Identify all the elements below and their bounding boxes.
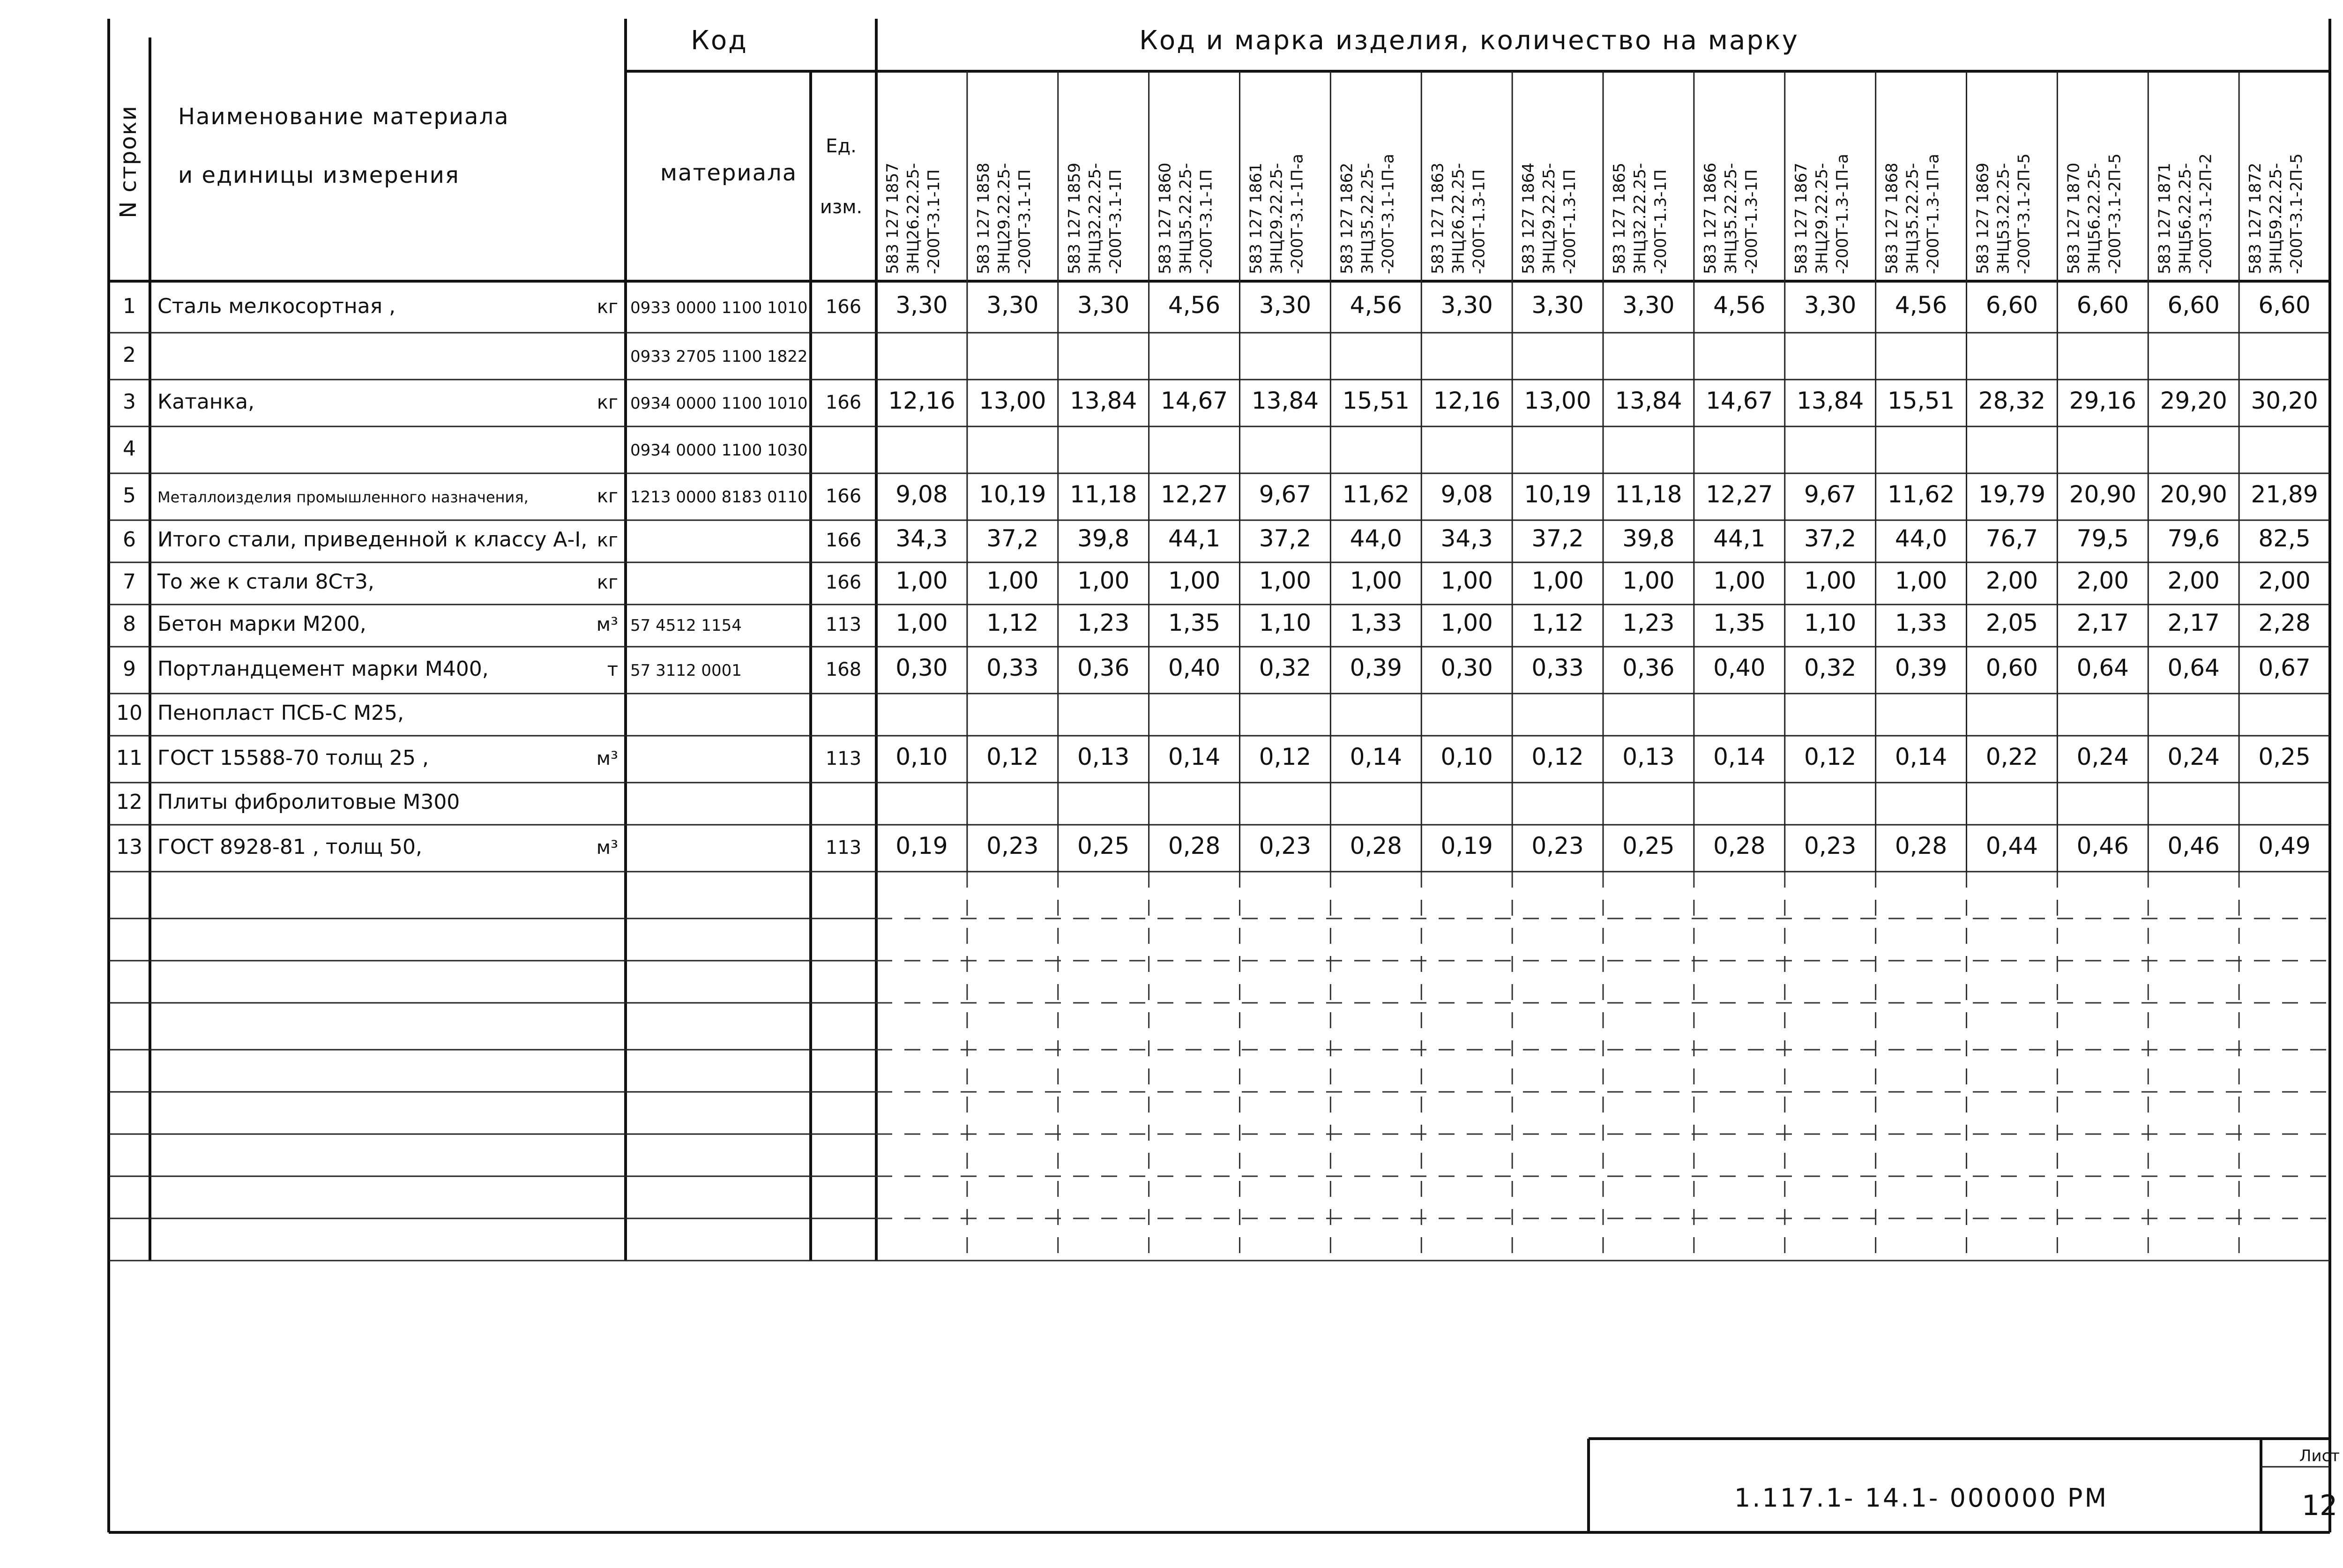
- quantity-cell: 1,10: [1804, 609, 1857, 636]
- quantity-cell: 0,30: [1440, 654, 1493, 681]
- products-title: Код и марка изделия, количество на марку: [1139, 25, 1799, 56]
- quantity-cell: 1,00: [1440, 567, 1493, 594]
- product-mark-line2: -200Т-1.3-1П-а: [1833, 154, 1852, 274]
- quantity-cell: 3,30: [986, 291, 1039, 319]
- product-code: 583 127 1866: [1701, 163, 1720, 274]
- quantity-cell: 4,56: [1350, 291, 1402, 319]
- quantity-cell: 2,00: [2167, 567, 2220, 594]
- quantity-cell: 3,30: [1531, 291, 1584, 319]
- product-mark-line1: 3НЦ35.22.25-: [1358, 163, 1377, 274]
- material-code: 57 3112 0001: [630, 661, 742, 680]
- quantity-cell: 3,30: [1440, 291, 1493, 319]
- quantity-cell: 9,67: [1259, 481, 1312, 508]
- material-code: 0933 0000 1100 1010: [630, 299, 808, 318]
- quantity-cell: 2,17: [2076, 609, 2129, 636]
- material-code-label: материала: [660, 160, 798, 186]
- product-mark-line2: -200Т-1.3-1П: [1470, 169, 1489, 274]
- quantity-cell: 44,1: [1713, 524, 1766, 552]
- material-code: 1213 0000 8183 0110: [630, 488, 808, 507]
- quantity-cell: 0,33: [986, 654, 1039, 681]
- unit-code: 113: [825, 837, 862, 859]
- table-row: [116, 701, 404, 725]
- product-column-header: [1519, 163, 1579, 274]
- quantity-cell: 1,00: [1077, 567, 1130, 594]
- material-name-label: Наименование материала: [178, 104, 509, 130]
- quantity-cell: 2,05: [1985, 609, 2038, 636]
- product-code: 583 127 1858: [974, 163, 993, 274]
- quantity-cell: 0,36: [1622, 654, 1675, 681]
- material-name: Плиты фибролитовые М300: [157, 790, 460, 814]
- product-mark-line1: 3НЦ59.22.25-: [2267, 163, 2286, 274]
- quantity-cell: 0,28: [1168, 832, 1221, 859]
- product-mark-line1: 3НЦ26.22.25-: [904, 163, 923, 274]
- table-row: [123, 291, 2311, 319]
- quantity-cell: 0,14: [1350, 743, 1402, 770]
- quantity-cell: 0,14: [1713, 743, 1766, 770]
- quantity-cell: 0,10: [1440, 743, 1493, 770]
- product-mark-line1: 3НЦ29.22.25-: [1540, 163, 1559, 274]
- quantity-cell: 0,67: [2258, 654, 2311, 681]
- quantity-cell: 0,32: [1259, 654, 1312, 681]
- quantity-cell: 0,14: [1168, 743, 1221, 770]
- unit-of-measure-label: и единицы измерения: [178, 162, 460, 188]
- sheet-number: 12: [2301, 1489, 2338, 1522]
- material-unit: кг: [597, 571, 618, 593]
- quantity-cell: 79,5: [2076, 524, 2129, 552]
- quantity-cell: 28,32: [1978, 387, 2046, 414]
- quantity-cell: 0,46: [2076, 832, 2129, 859]
- sheet-label: Лист: [2299, 1447, 2340, 1465]
- quantity-cell: 12,27: [1160, 481, 1228, 508]
- table-body: [116, 291, 2318, 859]
- quantity-cell: 12,16: [1433, 387, 1500, 414]
- product-mark-line2: -200Т-1.3-1П-а: [1924, 154, 1943, 274]
- quantity-cell: 0,44: [1985, 832, 2038, 859]
- row-number: 6: [123, 527, 136, 552]
- quantity-cell: 14,67: [1160, 387, 1228, 414]
- quantity-cell: 1,00: [986, 567, 1039, 594]
- quantity-cell: 1,33: [1350, 609, 1402, 636]
- quantity-cell: 3,30: [1077, 291, 1130, 319]
- product-column-header: [1792, 154, 1852, 274]
- row-number: 2: [123, 343, 136, 367]
- product-column-header: [2246, 153, 2306, 274]
- quantity-cell: 0,12: [1259, 743, 1312, 770]
- product-mark-line1: 3НЦ35.22.25-: [1721, 163, 1740, 274]
- product-column-header: [1247, 154, 1307, 274]
- quantity-cell: 0,12: [1804, 743, 1857, 770]
- quantity-cell: 15,51: [1342, 387, 1410, 414]
- table-row: [123, 609, 2311, 636]
- quantity-cell: 0,19: [1440, 832, 1493, 859]
- quantity-cell: 1,23: [1077, 609, 1130, 636]
- quantity-cell: 82,5: [2258, 524, 2311, 552]
- quantity-cell: 0,12: [1531, 743, 1584, 770]
- product-column-header: [1701, 163, 1761, 274]
- product-column-header: [2155, 153, 2215, 274]
- quantity-cell: 12,16: [888, 387, 955, 414]
- quantity-cell: 4,56: [1168, 291, 1221, 319]
- table-row: [116, 790, 460, 814]
- product-code: 583 127 1869: [1973, 163, 1992, 274]
- row-number-label: N строки: [115, 105, 142, 218]
- quantity-cell: 30,20: [2251, 387, 2318, 414]
- quantity-cell: 0,33: [1531, 654, 1584, 681]
- material-code: 0934 0000 1100 1030: [630, 441, 808, 460]
- product-code: 583 127 1870: [2064, 163, 2083, 274]
- table-row: [123, 567, 2311, 594]
- quantity-cell: 1,00: [1804, 567, 1857, 594]
- quantity-cell: 0,24: [2076, 743, 2129, 770]
- quantity-cell: 19,79: [1978, 481, 2046, 508]
- product-column-header: [2064, 153, 2124, 274]
- product-code: 583 127 1862: [1337, 163, 1357, 274]
- quantity-cell: 13,00: [979, 387, 1046, 414]
- quantity-cell: 0,13: [1622, 743, 1675, 770]
- material-unit: м³: [596, 613, 618, 635]
- quantity-cell: 1,00: [1168, 567, 1221, 594]
- unit-code: 166: [825, 296, 862, 318]
- product-mark-line1: 3НЦ29.22.25-: [1267, 163, 1286, 274]
- quantity-cell: 0,32: [1804, 654, 1857, 681]
- quantity-cell: 0,13: [1077, 743, 1130, 770]
- quantity-cell: 0,40: [1713, 654, 1766, 681]
- table-row: [116, 832, 2311, 859]
- material-unit: кг: [597, 392, 618, 413]
- table-row: [123, 387, 2318, 414]
- unit-code: 166: [825, 485, 862, 507]
- quantity-cell: 13,84: [1070, 387, 1137, 414]
- quantity-cell: 0,28: [1713, 832, 1766, 859]
- product-mark-line1: 3НЦ56.22.25-: [2176, 163, 2195, 274]
- product-mark-line2: -200Т-1.3-1П: [1742, 169, 1761, 274]
- unit-code: 168: [825, 659, 862, 680]
- material-unit: м³: [596, 837, 618, 859]
- quantity-cell: 20,90: [2069, 481, 2136, 508]
- quantity-cell: 0,64: [2076, 654, 2129, 681]
- quantity-cell: 44,1: [1168, 524, 1221, 552]
- product-code: 583 127 1871: [2155, 163, 2174, 274]
- product-mark-line2: -200Т-3.1-1П: [1197, 169, 1216, 274]
- quantity-cell: 14,67: [1706, 387, 1773, 414]
- quantity-cell: 37,2: [1804, 524, 1857, 552]
- quantity-cell: 1,00: [1895, 567, 1948, 594]
- material-code: 0934 0000 1100 1010: [630, 394, 808, 413]
- product-mark-line2: -200Т-3.1-1П-а: [1379, 154, 1398, 274]
- material-unit: кг: [597, 529, 618, 551]
- quantity-cell: 1,00: [895, 609, 948, 636]
- quantity-cell: 6,60: [2076, 291, 2129, 319]
- quantity-cell: 1,00: [1713, 567, 1766, 594]
- quantity-cell: 0,39: [1895, 654, 1948, 681]
- quantity-cell: 0,49: [2258, 832, 2311, 859]
- quantity-cell: 21,89: [2251, 481, 2318, 508]
- product-column-header: [1428, 163, 1488, 274]
- quantity-cell: 0,30: [895, 654, 948, 681]
- product-code: 583 127 1868: [1882, 163, 1902, 274]
- quantity-cell: 79,6: [2167, 524, 2220, 552]
- quantity-cell: 1,35: [1713, 609, 1766, 636]
- row-number: 13: [116, 835, 142, 859]
- quantity-cell: 44,0: [1895, 524, 1948, 552]
- material-unit: т: [607, 659, 618, 680]
- quantity-cell: 1,12: [986, 609, 1039, 636]
- quantity-cell: 76,7: [1985, 524, 2038, 552]
- table-row: [116, 743, 2311, 770]
- title-block: [1734, 1447, 2340, 1522]
- product-code: 583 127 1863: [1428, 163, 1448, 274]
- table-row: [123, 343, 808, 367]
- product-mark-line1: 3НЦ29.22.25-: [1812, 163, 1831, 274]
- quantity-cell: 1,10: [1259, 609, 1312, 636]
- quantity-cell: 0,14: [1895, 743, 1948, 770]
- material-name: Портландцемент марки М400,: [157, 657, 489, 681]
- material-name: ГОСТ 15588-70 толщ 25 ,: [157, 746, 429, 770]
- product-mark-line2: -200Т-3.1-1П-а: [1288, 154, 1307, 274]
- product-column-header: [883, 163, 943, 274]
- quantity-cell: 6,60: [2258, 291, 2311, 319]
- quantity-cell: 0,40: [1168, 654, 1221, 681]
- unit-label-bottom: изм.: [820, 196, 863, 218]
- quantity-cell: 0,24: [2167, 743, 2220, 770]
- quantity-cell: 2,00: [1985, 567, 2038, 594]
- product-code: 583 127 1864: [1519, 163, 1538, 274]
- quantity-cell: 0,23: [1531, 832, 1584, 859]
- table-row: [123, 525, 2311, 552]
- product-mark-line2: -200Т-1.3-1П: [1560, 169, 1580, 274]
- product-code: 583 127 1860: [1156, 163, 1175, 274]
- quantity-cell: 3,30: [1259, 291, 1312, 319]
- quantity-cell: 0,23: [1804, 832, 1857, 859]
- quantity-cell: 29,20: [2160, 387, 2227, 414]
- material-name: То же к стали 8Ст3,: [157, 569, 374, 594]
- product-mark-line2: -200Т-3.1-2П-5: [2105, 153, 2125, 274]
- unit-label-top: Ед.: [826, 135, 857, 157]
- quantity-cell: 0,28: [1895, 832, 1948, 859]
- document-code: 1.117.1- 14.1- 000000 РМ: [1734, 1483, 2109, 1513]
- product-mark-line2: -200Т-3.1-2П-2: [2196, 153, 2216, 274]
- quantity-cell: 0,23: [1259, 832, 1312, 859]
- product-mark-line1: 3НЦ32.22.25-: [1631, 163, 1649, 274]
- product-mark-line2: -200Т-1.3-1П: [1651, 169, 1670, 274]
- quantity-cell: 1,35: [1168, 609, 1221, 636]
- product-mark-line2: -200Т-3.1-2П-5: [2015, 153, 2034, 274]
- product-code: 583 127 1867: [1791, 163, 1811, 274]
- quantity-cell: 20,90: [2160, 481, 2227, 508]
- product-column-header: [1156, 163, 1216, 274]
- quantity-cell: 1,00: [1622, 567, 1675, 594]
- material-name: Катанка,: [157, 390, 255, 414]
- product-column-header: [1974, 153, 2034, 274]
- product-mark-line1: 3НЦ56.22.25-: [2085, 163, 2104, 274]
- material-name: Металлоизделия промышленного назначения,: [157, 488, 529, 506]
- row-number: 3: [123, 390, 136, 414]
- material-unit: м³: [596, 748, 618, 769]
- quantity-cell: 9,67: [1804, 481, 1857, 508]
- quantity-cell: 39,8: [1077, 524, 1130, 552]
- quantity-cell: 2,00: [2076, 567, 2129, 594]
- product-column-header: [974, 163, 1034, 274]
- quantity-cell: 3,30: [1622, 291, 1675, 319]
- quantity-cell: 0,25: [2258, 743, 2311, 770]
- quantity-cell: 4,56: [1713, 291, 1766, 319]
- material-code: 0933 2705 1100 1822: [630, 347, 808, 366]
- quantity-cell: 2,28: [2258, 609, 2311, 636]
- quantity-cell: 0,19: [895, 832, 948, 859]
- row-number: 8: [123, 612, 136, 636]
- table-row: [123, 437, 808, 461]
- unit-code: 113: [825, 748, 862, 769]
- product-code: 583 127 1857: [883, 163, 902, 274]
- quantity-cell: 1,12: [1531, 609, 1584, 636]
- material-code: 57 4512 1154: [630, 616, 742, 635]
- product-mark-line2: -200Т-3.1-1П: [1106, 169, 1125, 274]
- quantity-cell: 0,12: [986, 743, 1039, 770]
- table-row: [123, 481, 2318, 508]
- quantity-cell: 13,84: [1251, 387, 1319, 414]
- quantity-cell: 39,8: [1622, 524, 1675, 552]
- quantity-cell: 2,17: [2167, 609, 2220, 636]
- row-number: 11: [116, 746, 142, 770]
- product-code: 583 127 1872: [2246, 163, 2265, 274]
- quantity-cell: 6,60: [1985, 291, 2038, 319]
- product-code: 583 127 1859: [1065, 163, 1084, 274]
- quantity-cell: 13,84: [1615, 387, 1682, 414]
- product-column-header: [1610, 163, 1670, 274]
- unit-code: 166: [825, 392, 862, 413]
- quantity-cell: 13,00: [1524, 387, 1591, 414]
- quantity-cell: 0,46: [2167, 832, 2220, 859]
- quantity-cell: 34,3: [1440, 524, 1493, 552]
- product-code: 583 127 1861: [1246, 163, 1266, 274]
- quantity-cell: 1,00: [895, 567, 948, 594]
- quantity-cell: 4,56: [1895, 291, 1948, 319]
- material-name: Пенопласт ПСБ-С М25,: [157, 701, 404, 725]
- material-unit: кг: [597, 296, 618, 318]
- quantity-cell: 0,25: [1077, 832, 1130, 859]
- quantity-cell: 0,25: [1622, 832, 1675, 859]
- quantity-cell: 2,00: [2258, 567, 2311, 594]
- quantity-cell: 0,22: [1985, 743, 2038, 770]
- product-mark-line1: 3НЦ35.22.25-: [1903, 163, 1922, 274]
- row-number: 10: [116, 701, 142, 725]
- code-title: Код: [691, 25, 748, 56]
- product-column-header: [1883, 154, 1943, 274]
- product-mark-line1: 3НЦ29.22.25-: [994, 163, 1014, 274]
- material-name: Сталь мелкосортная ,: [157, 294, 396, 319]
- material-name: Бетон марки М200,: [157, 612, 366, 636]
- quantity-cell: 11,62: [1887, 481, 1955, 508]
- quantity-cell: 1,00: [1259, 567, 1312, 594]
- product-mark-line1: 3НЦ26.22.25-: [1449, 163, 1468, 274]
- quantity-cell: 37,2: [1259, 524, 1312, 552]
- row-number: 4: [123, 437, 136, 461]
- material-name: ГОСТ 8928-81 , толщ 50,: [157, 835, 422, 859]
- unit-code: 113: [825, 613, 862, 635]
- product-column-header: [1337, 154, 1397, 274]
- quantity-cell: 3,30: [1804, 291, 1857, 319]
- quantity-cell: 6,60: [2167, 291, 2220, 319]
- quantity-cell: 0,28: [1350, 832, 1402, 859]
- row-number: 12: [116, 790, 142, 814]
- unit-code: 166: [825, 529, 862, 551]
- product-mark-line1: 3НЦ35.22.25-: [1176, 163, 1195, 274]
- quantity-cell: 1,00: [1350, 567, 1402, 594]
- table-row: [123, 654, 2311, 681]
- quantity-cell: 44,0: [1350, 524, 1402, 552]
- quantity-cell: 29,16: [2069, 387, 2136, 414]
- quantity-cell: 0,64: [2167, 654, 2220, 681]
- row-number: 9: [123, 657, 136, 681]
- quantity-cell: 11,18: [1070, 481, 1137, 508]
- row-number: 1: [123, 294, 136, 319]
- quantity-cell: 13,84: [1797, 387, 1864, 414]
- quantity-cell: 0,60: [1985, 654, 2038, 681]
- product-mark-line2: -200Т-3.1-2П-5: [2287, 153, 2306, 274]
- quantity-cell: 15,51: [1887, 387, 1955, 414]
- product-mark-line2: -200Т-3.1-1П: [925, 169, 943, 274]
- quantity-cell: 11,62: [1342, 481, 1410, 508]
- quantity-cell: 34,3: [895, 524, 948, 552]
- quantity-cell: 11,18: [1615, 481, 1682, 508]
- product-column-header: [1065, 163, 1125, 274]
- row-number: 7: [123, 569, 136, 594]
- quantity-cell: 9,08: [895, 481, 948, 508]
- quantity-cell: 1,00: [1531, 567, 1584, 594]
- quantity-cell: 1,33: [1895, 609, 1948, 636]
- quantity-cell: 37,2: [986, 524, 1039, 552]
- product-mark-line1: 3НЦ32.22.25-: [1085, 163, 1104, 274]
- product-code: 583 127 1865: [1610, 163, 1629, 274]
- unit-code: 166: [825, 571, 862, 593]
- quantity-cell: 0,39: [1350, 654, 1402, 681]
- product-mark-line1: 3НЦ53.22.25-: [1994, 163, 2013, 274]
- product-mark-line2: -200Т-3.1-1П: [1015, 169, 1034, 274]
- product-column-headers: [883, 153, 2306, 274]
- quantity-cell: 10,19: [979, 481, 1046, 508]
- material-name: Итого стали, приведенной к классу А-I,: [157, 527, 588, 552]
- quantity-cell: 37,2: [1531, 524, 1584, 552]
- quantity-cell: 0,10: [895, 743, 948, 770]
- material-unit: кг: [597, 485, 618, 507]
- quantity-cell: 0,36: [1077, 654, 1130, 681]
- row-number: 5: [123, 484, 136, 508]
- quantity-cell: 1,00: [1440, 609, 1493, 636]
- quantity-cell: 9,08: [1440, 481, 1493, 508]
- quantity-cell: 1,23: [1622, 609, 1675, 636]
- quantity-cell: 10,19: [1524, 481, 1591, 508]
- quantity-cell: 12,27: [1706, 481, 1773, 508]
- quantity-cell: 3,30: [895, 291, 948, 319]
- quantity-cell: 0,23: [986, 832, 1039, 859]
